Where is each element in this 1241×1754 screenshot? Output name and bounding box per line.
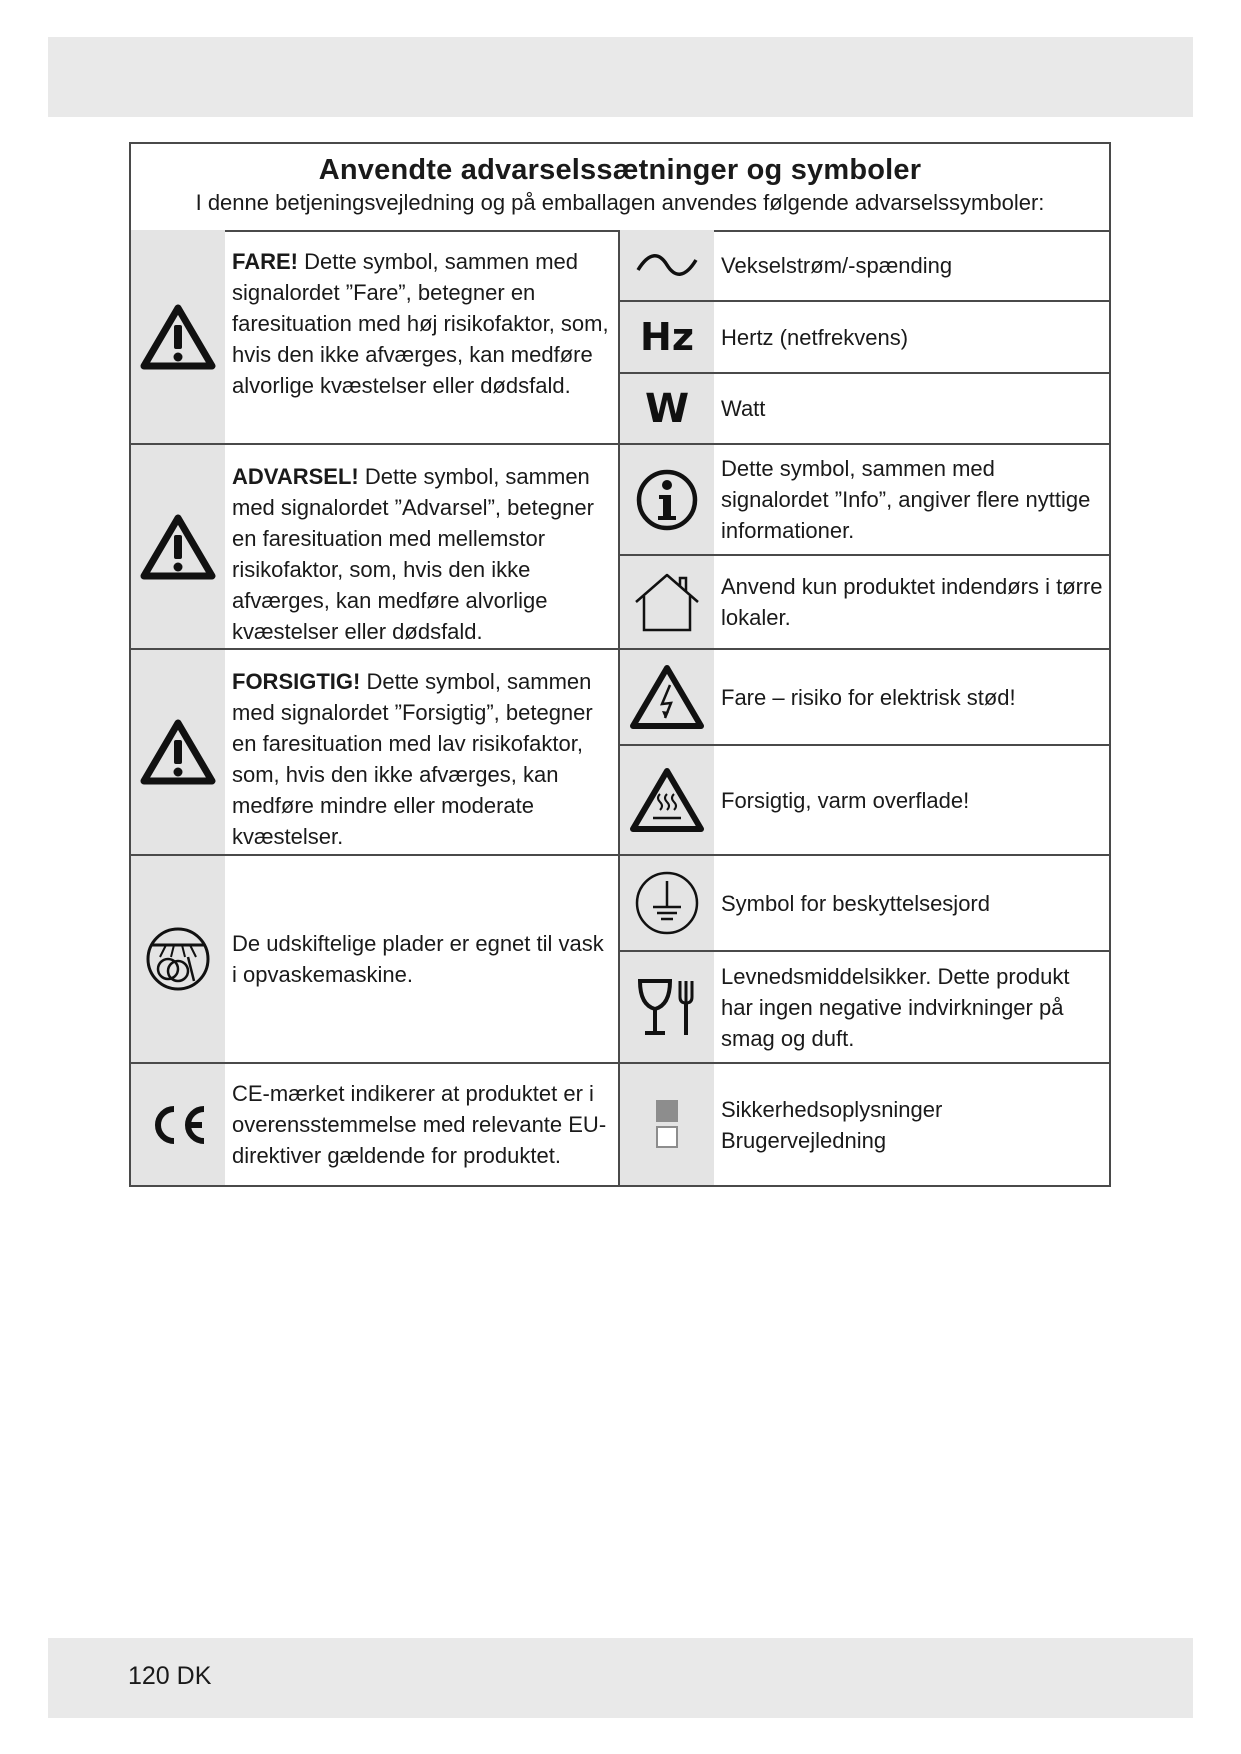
top-band [48, 37, 1193, 117]
caution-lead: FORSIGTIG! [232, 669, 361, 694]
page-subtitle: I denne betjeningsvejledning og på emballagen anvendes følgende advarselssymboler: [195, 190, 1045, 215]
indoor-text: Anvend kun produktet indendørs i tørre lokaler. [721, 574, 1103, 630]
row-earth [620, 856, 1109, 952]
hz-text: Hertz (netfrekvens) [721, 324, 909, 350]
protective-earth-icon [633, 869, 701, 937]
page-number: 120 DK [128, 1662, 212, 1690]
ce-mark-icon [146, 1101, 210, 1149]
row-food [620, 952, 1109, 1064]
hertz-icon: Hz [640, 315, 694, 359]
row-documents [620, 1064, 1109, 1185]
danger-text: Dette symbol, sammen med signalordet ”Fare”, betegner en faresituation med høj risikofaktor, som, hvis den ikke afværges, kan medføre alvorlige kvæstelser eller dødsfald. [232, 249, 609, 398]
food-text: Levnedsmiddelsikker. Dette produkt har ingen negative indvirkninger på smag og duft. [721, 963, 1070, 1051]
watt-icon: W [644, 385, 690, 432]
shock-text: Fare – risiko for elektrisk stød! [721, 684, 1016, 710]
info-icon [635, 468, 699, 532]
watt-text: Watt [721, 396, 766, 421]
house-icon [632, 570, 702, 634]
earth-text: Symbol for beskyttelsesjord [721, 890, 990, 916]
warning-lead: ADVARSEL! [232, 464, 359, 489]
row-indoor [620, 556, 1109, 650]
warning-triangle-icon [140, 513, 216, 581]
dishwasher-text: De udskiftelige plader er egnet til vask i opvaskemaskine. [232, 931, 604, 987]
alternating-current-icon [635, 250, 699, 280]
safety-info-text: Sikkerhedsoplysninger [721, 1096, 943, 1122]
row-danger [131, 230, 620, 445]
safety-info-squares-icon [654, 1098, 680, 1152]
bottom-band [48, 1638, 1193, 1718]
row-ac [620, 230, 1109, 302]
table-header [131, 144, 1109, 232]
row-hz [620, 302, 1109, 374]
hot-text: Forsigtig, varm overflade! [721, 787, 970, 813]
ac-text: Vekselstrøm/-spænding [721, 252, 953, 278]
row-dishwasher [131, 856, 620, 1064]
row-warning [131, 445, 620, 650]
row-shock [620, 650, 1109, 746]
row-caution [131, 650, 620, 856]
electric-shock-icon [629, 663, 705, 731]
food-safe-icon [632, 973, 702, 1041]
dishwasher-safe-icon [144, 925, 212, 993]
row-hot [620, 746, 1109, 856]
row-info [620, 445, 1109, 556]
ce-text: CE-mærket indikerer at produktet er i overensstemmelse med relevante EU-direktiver gældende for produktet. [232, 1081, 607, 1168]
page-title: Anvendte advarselssætninger og symboler [318, 154, 922, 186]
symbol-table [129, 142, 1111, 1187]
hot-surface-icon [629, 766, 705, 834]
warning-triangle-icon [140, 718, 216, 786]
user-manual-text: Brugervejledning [721, 1127, 887, 1153]
danger-lead: FARE! [232, 249, 298, 274]
caution-text: Dette symbol, sammen med signalordet ”Forsigtig”, betegner en faresituation med lav risikofaktor, som, hvis den ikke afværges, kan medføre mindre eller moderate kvæstelser. [232, 669, 593, 849]
row-watt [620, 374, 1109, 445]
warning-triangle-icon [140, 303, 216, 371]
info-text: Dette symbol, sammen med signalordet ”Info”, angiver flere nyttige informationer. [721, 456, 1091, 543]
row-ce [131, 1064, 620, 1185]
warning-text: Dette symbol, sammen med signalordet ”Advarsel”, betegner en faresituation med mellemstor risikofaktor, som, hvis den ikke afværges, kan medføre alvorlige kvæstelser eller dødsfald. [232, 464, 594, 644]
